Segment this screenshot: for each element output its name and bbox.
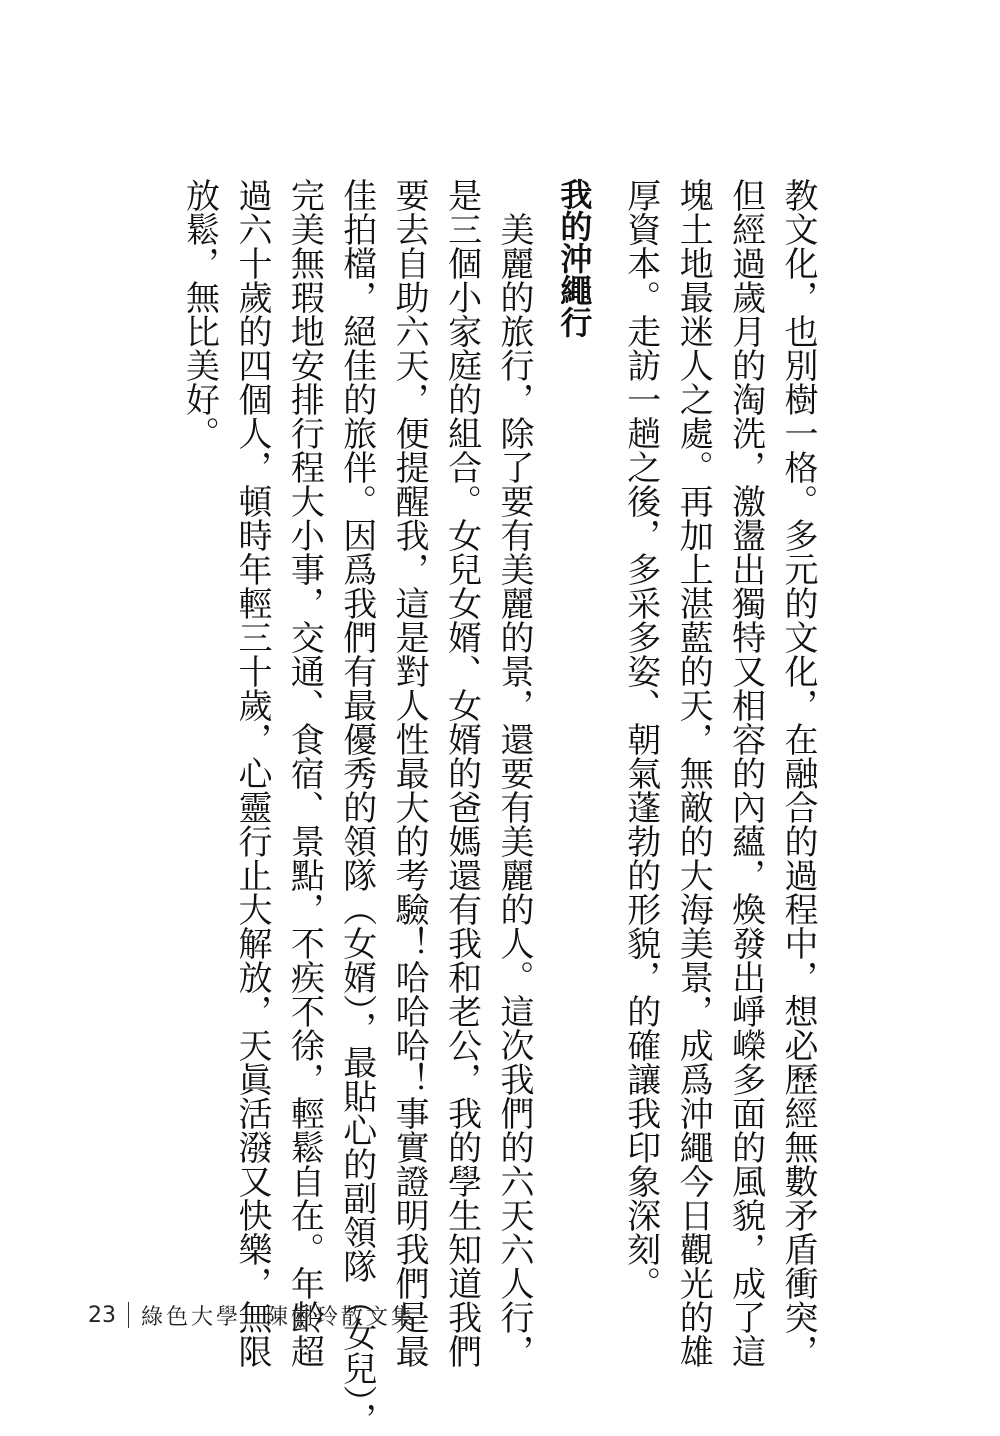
text-line: 要去自助六天，便提醒我，這是對人性最大的考驗！哈哈哈！事實證明我們是最 xyxy=(389,178,430,1368)
text-line: 厚資本。走訪一趟之後，多采多姿、朝氣蓬勃的形貌，的確讓我印象深刻。 xyxy=(620,178,661,1300)
text-line: 但經過歲月的淘洗，激盪出獨特又相容的內蘊，煥發出崢嶸多面的風貌，成了這 xyxy=(725,178,766,1368)
text-line: 是三個小家庭的組合。女兒女婿、女婿的爸媽還有我和老公，我的學生知道我們 xyxy=(441,178,482,1368)
text-line: 放鬆，無比美好。 xyxy=(179,178,220,450)
book-title: 綠色大學：陳俐玲散文集 xyxy=(141,1304,417,1330)
text-line: 美麗的旅行，除了要有美麗的景，還要有美麗的人。這次我們的六天六人行， xyxy=(493,178,534,1368)
section-heading: 我的沖繩行 xyxy=(555,178,594,338)
text-line: 佳拍檔，絕佳的旅伴。因爲我們有最優秀的領隊（女婿），最貼心的副領隊（女兒）， xyxy=(336,178,377,1436)
page-footer xyxy=(88,1300,416,1330)
text-line: 完美無瑕地安排行程大小事，交通、食宿、景點，不疾不徐，輕鬆自在。年齡超 xyxy=(284,178,325,1368)
page-number: 23 xyxy=(88,1302,116,1328)
footer-divider xyxy=(128,1302,129,1328)
text-line: 教文化，也別樹一格。多元的文化，在融合的過程中，想必歷經無數矛盾衝突， xyxy=(778,178,818,1368)
text-line: 過六十歲的四個人，頓時年輕三十歲，心靈行止大解放，天眞活潑又快樂，無限 xyxy=(231,178,272,1368)
text-line: 塊土地最迷人之處。再加上湛藍的天，無敵的大海美景，成爲沖繩今日觀光的雄 xyxy=(673,178,714,1368)
